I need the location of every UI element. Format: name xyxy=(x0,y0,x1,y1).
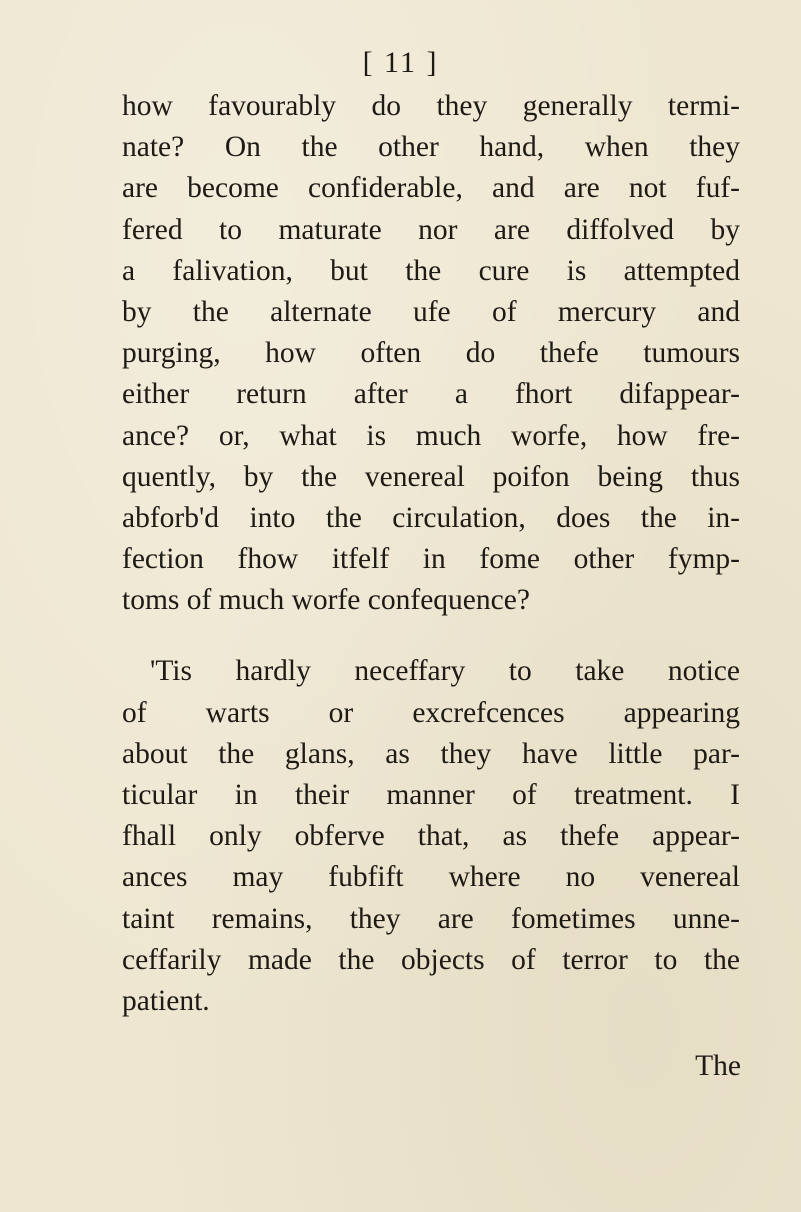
text-line: patient. xyxy=(122,984,210,1017)
text-line: ticular in their manner of treatment. I xyxy=(122,779,740,811)
text-line: quently, by the venereal poifon being thus xyxy=(122,460,740,493)
page-number: [ 11 ] xyxy=(362,46,439,79)
text-line: about the glans, as they have little par- xyxy=(122,737,740,770)
text-line: toms of much worfe confequence? xyxy=(122,584,530,617)
text-line: 'Tis hardly neceffary to take notice xyxy=(150,655,740,688)
text-line: fhall only obferve that, as thefe appear- xyxy=(122,820,740,853)
text-line: nate? On the other hand, when they xyxy=(122,131,740,164)
text-line: how favourably do they generally termi- xyxy=(122,90,740,122)
text-line: ance? or, what is much worfe, how fre- xyxy=(122,419,740,452)
text-line: of warts or excrefcences appearing xyxy=(122,696,740,729)
catchword: The xyxy=(695,1050,741,1082)
text-line: either return after a fhort difappear- xyxy=(122,378,740,411)
body-text xyxy=(122,86,740,1022)
text-line: ceffarily made the objects of terror to the xyxy=(122,943,740,976)
text-line: are become confiderable, and are not fuf- xyxy=(122,172,740,205)
text-line: a falivation, but the cure is attempted xyxy=(122,254,740,287)
paragraph-gap xyxy=(122,621,740,651)
text-line: purging, how often do thefe tumours xyxy=(122,337,740,370)
text-line: fection fhow itfelf in fome other fymp- xyxy=(122,543,740,576)
text-line: by the alternate ufe of mercury and xyxy=(122,295,740,328)
text-line: ances may fubfift where no venereal xyxy=(122,861,740,894)
paragraph-2 xyxy=(122,651,740,1022)
text-line: taint remains, they are fometimes unne- xyxy=(122,902,740,935)
text-line: abforb'd into the circulation, does the in- xyxy=(122,501,740,534)
text-line: fered to maturate nor are diffolved by xyxy=(122,213,740,246)
paragraph-1 xyxy=(122,86,740,621)
